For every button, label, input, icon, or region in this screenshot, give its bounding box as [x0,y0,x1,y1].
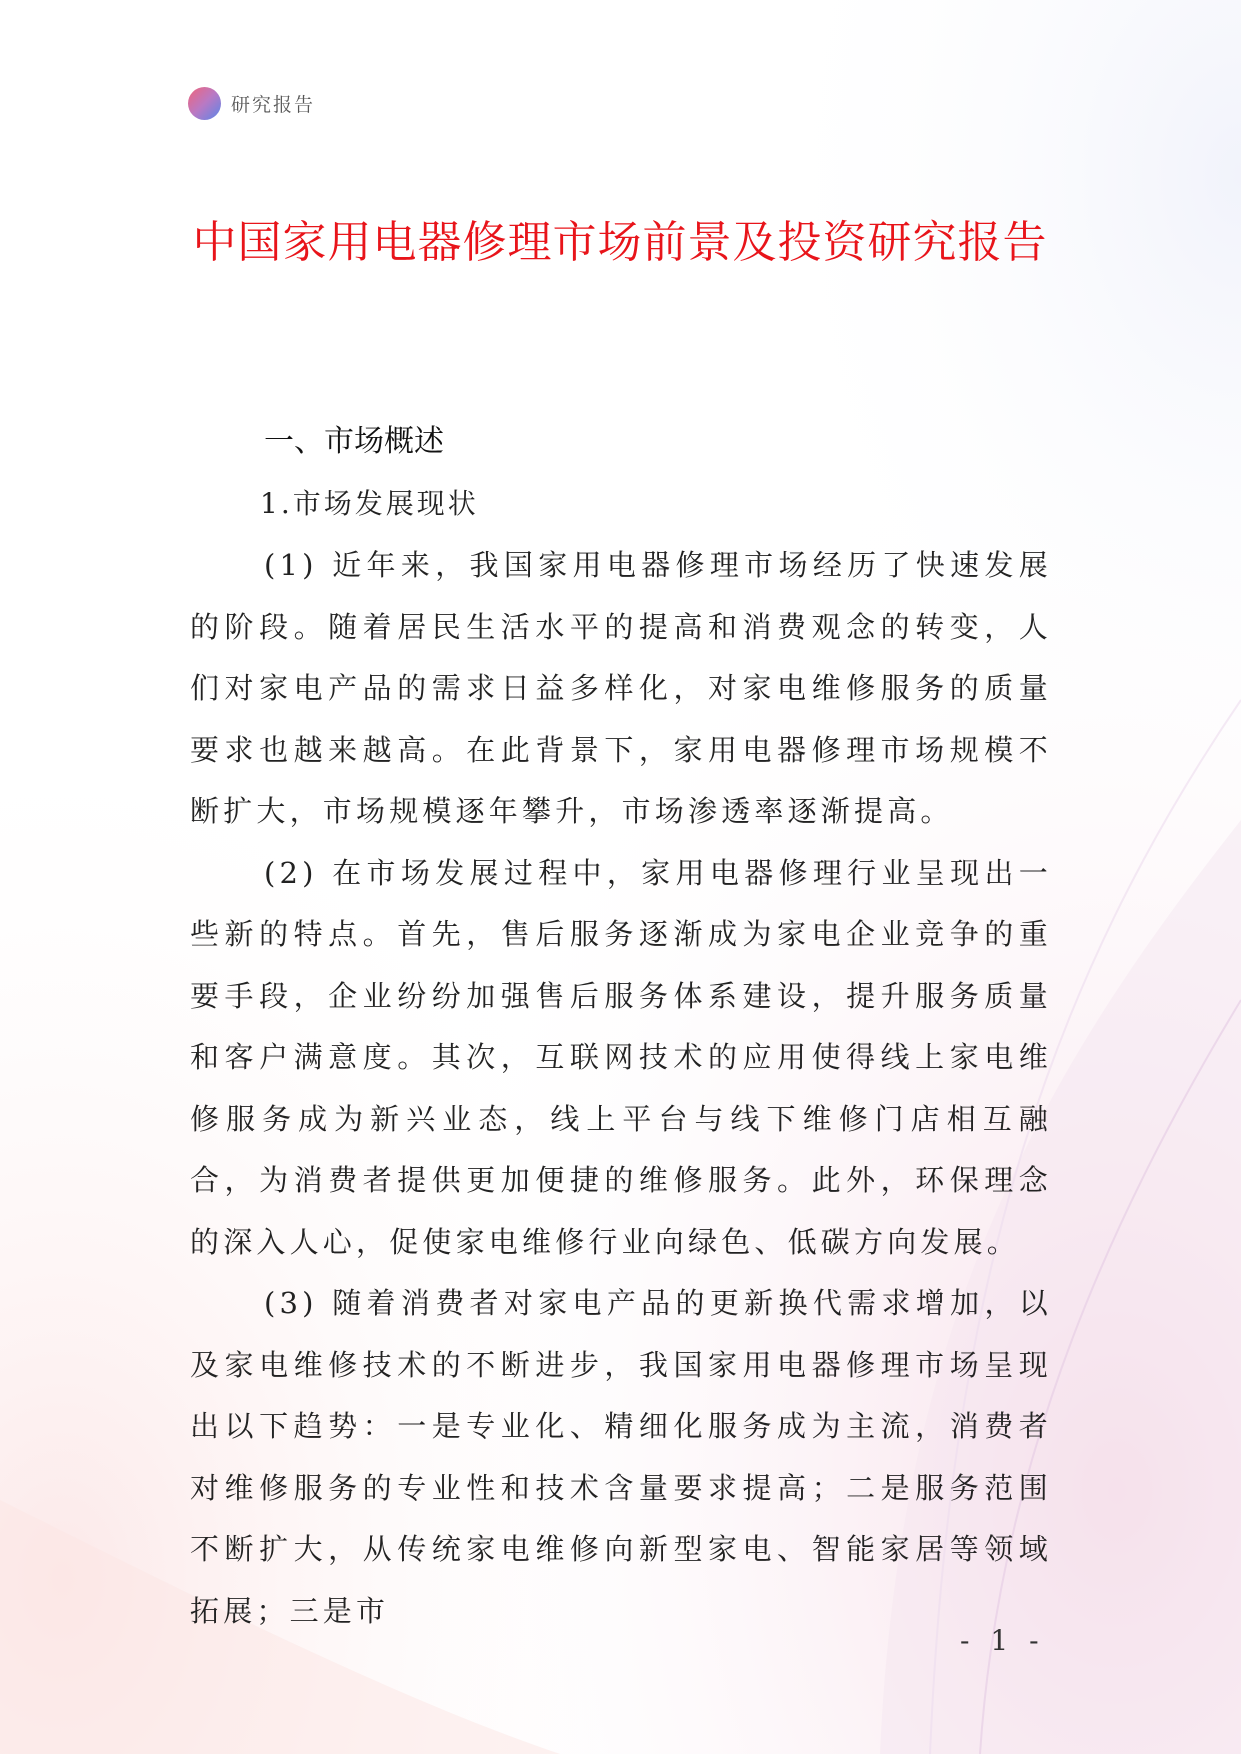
paragraph-3: (3) 随着消费者对家电产品的更新换代需求增加，以及家电维修技术的不断进步，我国家用电器修理市场呈现出以下趋势：一是专业化、精细化服务成为主流，消费者对维修服务的专业性和技术含量要求提高；二是服务范围不断扩大，从传统家电维修向新型家电、智能家居等领域拓展；三是市 [190,1286,1052,1628]
logo-icon [188,87,221,120]
paragraph-1: (1) 近年来，我国家用电器修理市场经历了快速发展的阶段。随着居民生活水平的提高和消费观念的转变，人们对家电产品的需求日益多样化，对家电维修服务的质量要求也越来越高。在此背景下，家用电器修理市场规模不断扩大，市场规模逐年攀升，市场渗透率逐渐提高。 [190,548,1052,828]
header-label: 研究报告 [231,94,316,116]
document-body [190,411,1052,1642]
page-number: - 1 - [960,1624,1045,1657]
paragraph-2: (2) 在市场发展过程中，家用电器修理行业呈现出一些新的特点。首先，售后服务逐渐成为家电企业竞争的重要手段，企业纷纷加强售后服务体系建设，提升服务质量和客户满意度。其次，互联网技术的应用使得线上家电维修服务成为新兴业态，线上平台与线下维修门店相互融合，为消费者提供更加便捷的维修服务。此外，环保理念的深入人心，促使家电维修行业向绿色、低碳方向发展。 [190,855,1052,1259]
section-heading: 一、市场概述 [264,424,444,459]
subsection-heading: 1.市场发展现状 [260,487,479,520]
document-title: 中国家用电器修理市场前景及投资研究报告 [192,217,1048,268]
report-header [188,87,315,120]
